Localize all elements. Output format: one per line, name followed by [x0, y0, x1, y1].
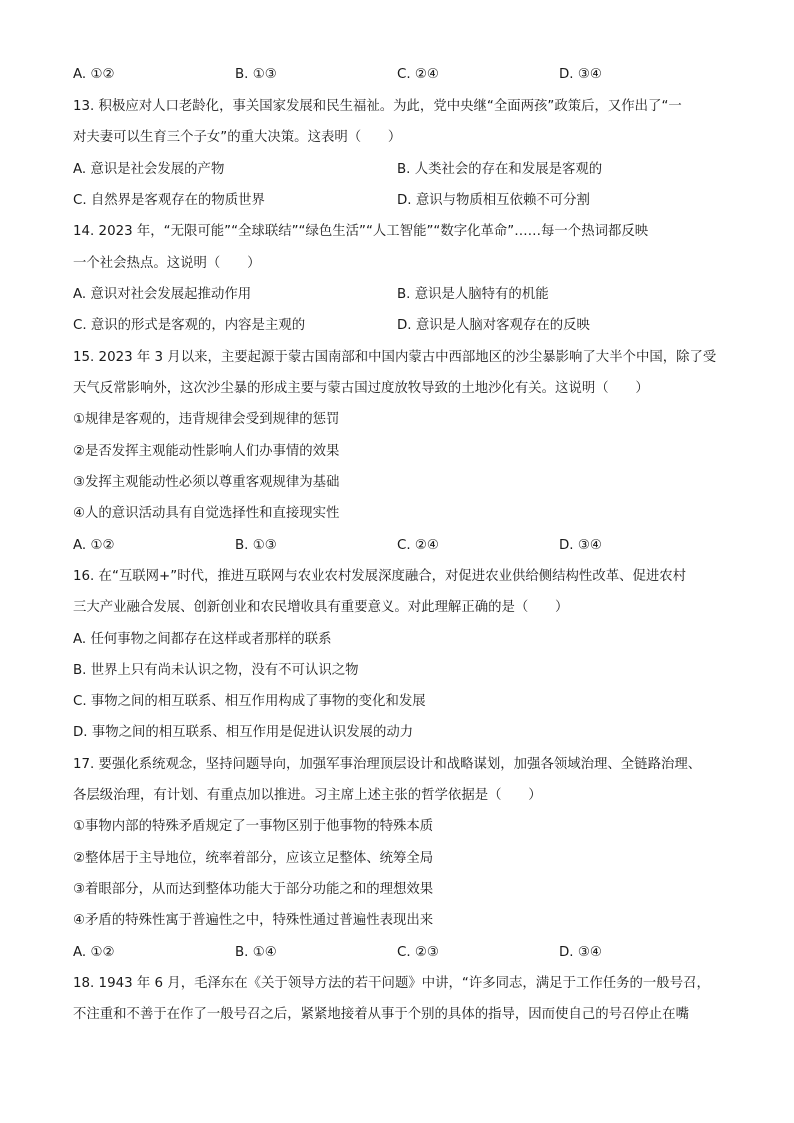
question-14-stem-line-1: 14. 2023 年，“无限可能”“全球联结”“绿色生活”“人工智能”“数字化革命”……每一个热词都反映: [73, 224, 649, 239]
q14-option-c: C. 意识的形式是客观的，内容是主观的: [73, 318, 306, 333]
question-17-stem-line-1: 17. 要强化系统观念，坚持问题导向，加强军事治理顶层设计和战略谋划，加强各领域治理、全链路治理、: [73, 757, 702, 772]
q13-option-b: B. 人类社会的存在和发展是客观的: [397, 162, 603, 177]
q15-option-b: B. ①③: [235, 538, 277, 553]
option-a: A. ①②: [73, 67, 115, 82]
q17-option-a: A. ①②: [73, 945, 115, 960]
q16-option-b: B. 世界上只有尚未认识之物，没有不可认识之物: [73, 663, 359, 678]
option-c: C. ②④: [397, 67, 439, 82]
q15-option-c: C. ②④: [397, 538, 439, 553]
q17-option-b: B. ①④: [235, 945, 277, 960]
question-16-stem-line-1: 16. 在“互联网+”时代，推进互联网与农业农村发展深度融合，对促进农业供给侧结构性改革、促进农村: [73, 569, 687, 584]
question-16-stem-line-2: 三大产业融合发展、创新创业和农民增收具有重要意义。对此理解正确的是（ ）: [73, 600, 569, 615]
q13-option-a: A. 意识是社会发展的产物: [73, 162, 225, 177]
q17-statement-3: ③着眼部分，从而达到整体功能大于部分功能之和的理想效果: [73, 882, 434, 897]
question-15-stem-line-2: 天气反常影响外，这次沙尘暴的形成主要与蒙古国过度放牧导致的土地沙化有关。这说明（ ）: [73, 381, 649, 396]
q15-statement-3: ③发挥主观能动性必须以尊重客观规律为基础: [73, 475, 340, 490]
q14-option-d: D. 意识是人脑对客观存在的反映: [397, 318, 590, 333]
q13-option-c: C. 自然界是客观存在的物质世界: [73, 193, 265, 208]
q15-statement-2: ②是否发挥主观能动性影响人们办事情的效果: [73, 444, 340, 459]
q15-statement-4: ④人的意识活动具有自觉选择性和直接现实性: [73, 506, 340, 521]
q17-statement-1: ①事物内部的特殊矛盾规定了一事物区别于他事物的特殊本质: [73, 819, 434, 834]
question-14-stem-line-2: 一个社会热点。这说明（ ）: [73, 256, 261, 271]
q14-option-a: A. 意识对社会发展起推动作用: [73, 287, 252, 302]
q14-option-b: B. 意识是人脑特有的机能: [397, 287, 549, 302]
q16-option-c: C. 事物之间的相互联系、相互作用构成了事物的变化和发展: [73, 694, 426, 709]
q16-option-d: D. 事物之间的相互联系、相互作用是促进认识发展的动力: [73, 725, 414, 740]
question-13-stem-line-2: 对夫妻可以生育三个子女”的重大决策。这表明（ ）: [73, 130, 402, 145]
question-18-stem-line-1: 18. 1943 年 6 月，毛泽东在《关于领导方法的若干问题》中讲，“许多同志，满足于工作任务的一般号召，: [73, 976, 710, 991]
q13-option-d: D. 意识与物质相互依赖不可分割: [397, 193, 590, 208]
question-13-stem-line-1: 13. 积极应对人口老龄化，事关国家发展和民生福祉。为此，党中央继“全面两孩”政策后，又作出了“一: [73, 99, 682, 114]
q17-option-c: C. ②③: [397, 945, 439, 960]
q17-statement-2: ②整体居于主导地位，统率着部分，应该立足整体、统筹全局: [73, 851, 434, 866]
q15-option-d: D. ③④: [559, 538, 602, 553]
q17-option-d: D. ③④: [559, 945, 602, 960]
option-d: D. ③④: [559, 67, 602, 82]
q17-statement-4: ④矛盾的特殊性寓于普遍性之中，特殊性通过普遍性表现出来: [73, 913, 434, 928]
q15-statement-1: ①规律是客观的，违背规律会受到规律的惩罚: [73, 412, 340, 427]
question-15-stem-line-1: 15. 2023 年 3 月以来，主要起源于蒙古国南部和中国内蒙古中西部地区的沙尘暴影响了大半个中国，除了受: [73, 350, 717, 365]
question-18-stem-line-2: 不注重和不善于在作了一般号召之后，紧紧地接着从事于个别的具体的指导，因而使自己的号召停止在嘴: [73, 1007, 689, 1022]
q15-option-a: A. ①②: [73, 538, 115, 553]
q16-option-a: A. 任何事物之间都存在这样或者那样的联系: [73, 632, 332, 647]
option-b: B. ①③: [235, 67, 277, 82]
question-17-stem-line-2: 各层级治理，有计划、有重点加以推进。习主席上述主张的哲学依据是（ ）: [73, 788, 542, 803]
